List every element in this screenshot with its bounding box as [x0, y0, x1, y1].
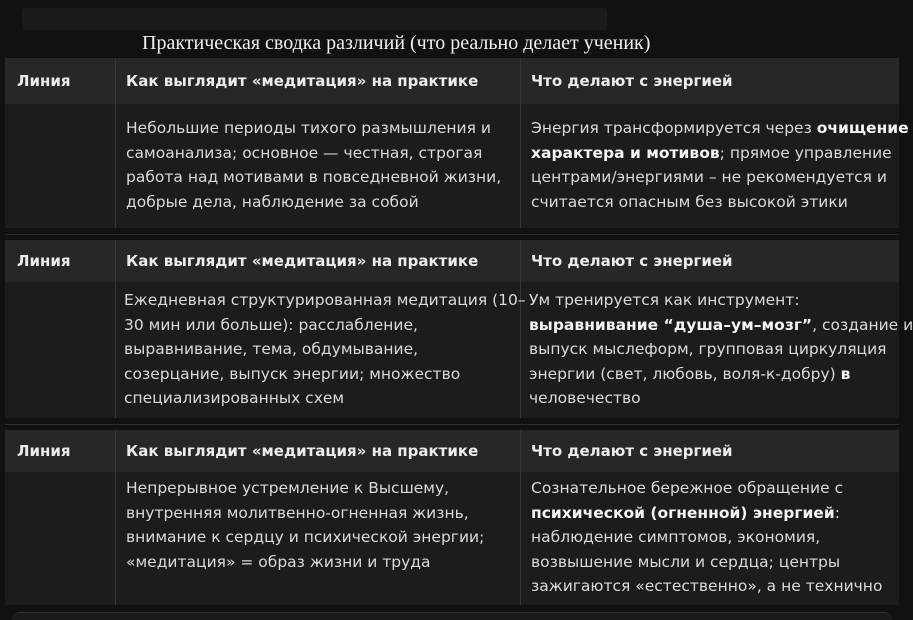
page-title: Практическая сводка различий (что реально делает ученик) — [142, 32, 651, 54]
header-line: Линия — [17, 252, 71, 270]
row-2-energy: Ум тренируется как инструмент: выравнивание “душа–ум–мозг”, создание и выпуск мыслеформ, групповая циркуляция энергии (свет, любовь, воля-к-добру) в человечество — [529, 291, 913, 407]
header-energy: Что делают с энергией — [531, 252, 733, 270]
table-block-1 — [5, 58, 909, 228]
row-2-practice: Ежедневная структурированная медитация (10– 30 мин или больше): расслабление, выравнивание, тема, обдумывание, созерцание, выпуск энергии; множество специализированных схем — [124, 291, 526, 407]
message-input-bar[interactable] — [12, 612, 892, 620]
row-1-practice: Небольшие периоды тихого размышления и самоанализа; основное — честная, строгая работа над мотивами в повседневной жизни, добрые дела, наблюдение за собой — [126, 119, 502, 211]
table-block-3 — [5, 430, 899, 605]
header-practice: Как выглядит «медитация» на практике — [126, 442, 479, 460]
header-energy: Что делают с энергией — [531, 72, 733, 90]
header-energy: Что делают с энергией — [531, 442, 733, 460]
header-practice: Как выглядит «медитация» на практике — [126, 72, 479, 90]
row-3-practice: Непрерывное устремление к Высшему, внутренняя молитвенно-огненная жизнь, внимание к сердцу и психической энергии; «медитация» = образ жизни и труда — [126, 479, 485, 571]
header-line: Линия — [17, 72, 71, 90]
top-tab-strip — [22, 8, 607, 30]
header-practice: Как выглядит «медитация» на практике — [126, 252, 479, 270]
header-line: Линия — [17, 442, 71, 460]
table-block-2 — [5, 240, 913, 418]
table-header — [5, 240, 899, 282]
table-header — [5, 430, 899, 472]
row-1-energy: Энергия трансформируется через очищение характера и мотивов; прямое управление центрами/энергиями – не рекомендуется и считается опасным без высокой этики — [531, 119, 909, 211]
table-header — [5, 58, 899, 104]
row-3-energy: Сознательное бережное обращение с психической (огненной) энергией: наблюдение симптомов, экономия, возвышение мысли и сердца; центры зажигаются «естественно», а не технично — [531, 479, 883, 595]
